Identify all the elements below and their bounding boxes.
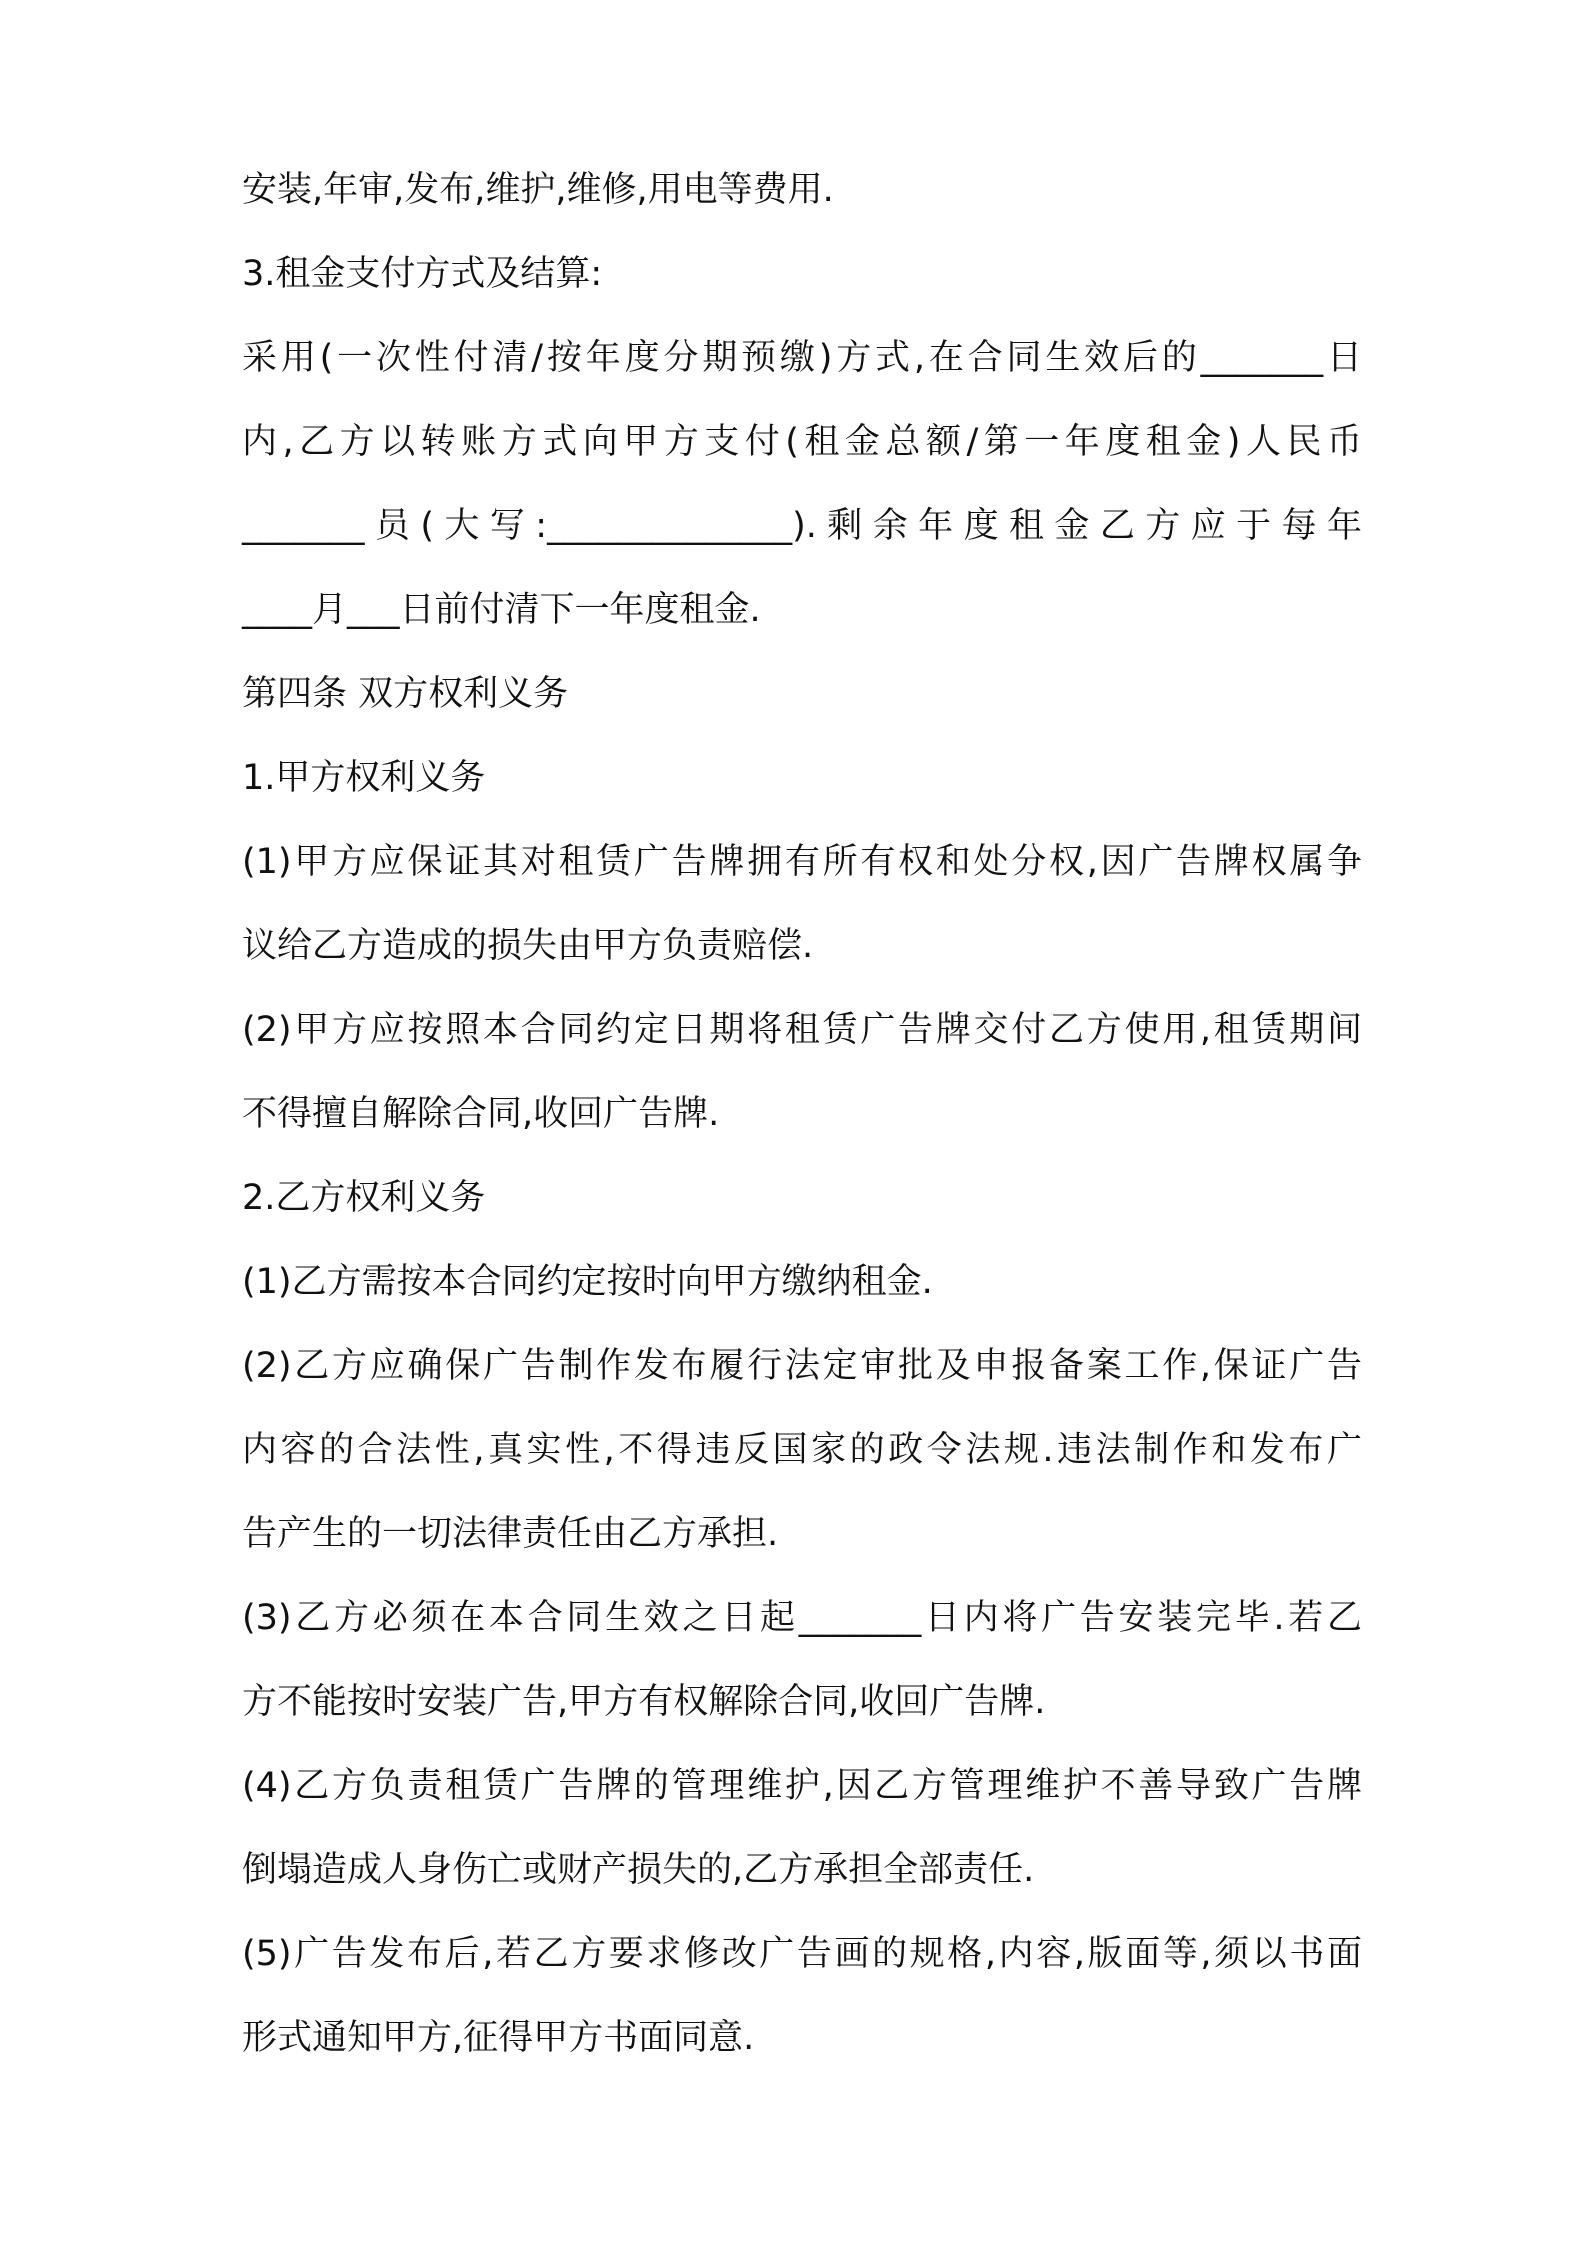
text-line: ____月___日前付清下一年度租金. bbox=[242, 590, 761, 630]
text-line: 议给乙方造成的损失由甲方负责赔偿. bbox=[242, 926, 814, 966]
text-line: (2)甲方应按照本合同约定日期将租赁广告牌交付乙方使用,租赁期间 bbox=[242, 1010, 1362, 1050]
text-line: 形式通知甲方,征得甲方书面同意. bbox=[242, 2018, 755, 2058]
text-line: (4)乙方负责租赁广告牌的管理维护,因乙方管理维护不善导致广告牌 bbox=[242, 1766, 1362, 1806]
section-heading: 2.乙方权利义务 bbox=[242, 1178, 486, 1218]
text-line: _______员(大写:______________).剩余年度租金乙方应于每年 bbox=[242, 506, 1362, 546]
text-line: (5)广告发布后,若乙方要求修改广告画的规格,内容,版面等,须以书面 bbox=[242, 1934, 1362, 1974]
text-line: 内容的合法性,真实性,不得违反国家的政令法规.违法制作和发布广 bbox=[242, 1430, 1362, 1470]
text-line: (2)乙方应确保广告制作发布履行法定审批及申报备案工作,保证广告 bbox=[242, 1346, 1362, 1386]
text-line: 内,乙方以转账方式向甲方支付(租金总额/第一年度租金)人民币 bbox=[242, 422, 1362, 462]
text-line: 倒塌造成人身伤亡或财产损失的,乙方承担全部责任. bbox=[242, 1850, 1035, 1890]
section-heading: 3.租金支付方式及结算: bbox=[242, 254, 603, 294]
text-line: 方不能按时安装广告,甲方有权解除合同,收回广告牌. bbox=[242, 1682, 1046, 1722]
section-heading: 1.甲方权利义务 bbox=[242, 758, 486, 798]
article-heading: 第四条 双方权利义务 bbox=[242, 674, 569, 714]
text-line: (1)甲方应保证其对租赁广告牌拥有所有权和处分权,因广告牌权属争 bbox=[242, 842, 1362, 882]
text-line: 安装,年审,发布,维护,维修,用电等费用. bbox=[242, 170, 834, 210]
text-line: 告产生的一切法律责任由乙方承担. bbox=[242, 1514, 779, 1554]
text-line: 不得擅自解除合同,收回广告牌. bbox=[242, 1094, 720, 1134]
text-line: (1)乙方需按本合同约定按时向甲方缴纳租金. bbox=[242, 1262, 933, 1302]
text-line: (3)乙方必须在本合同生效之日起_______日内将广告安装完毕.若乙 bbox=[242, 1598, 1362, 1638]
text-line: 采用(一次性付清/按年度分期预缴)方式,在合同生效后的_______日 bbox=[242, 338, 1362, 378]
